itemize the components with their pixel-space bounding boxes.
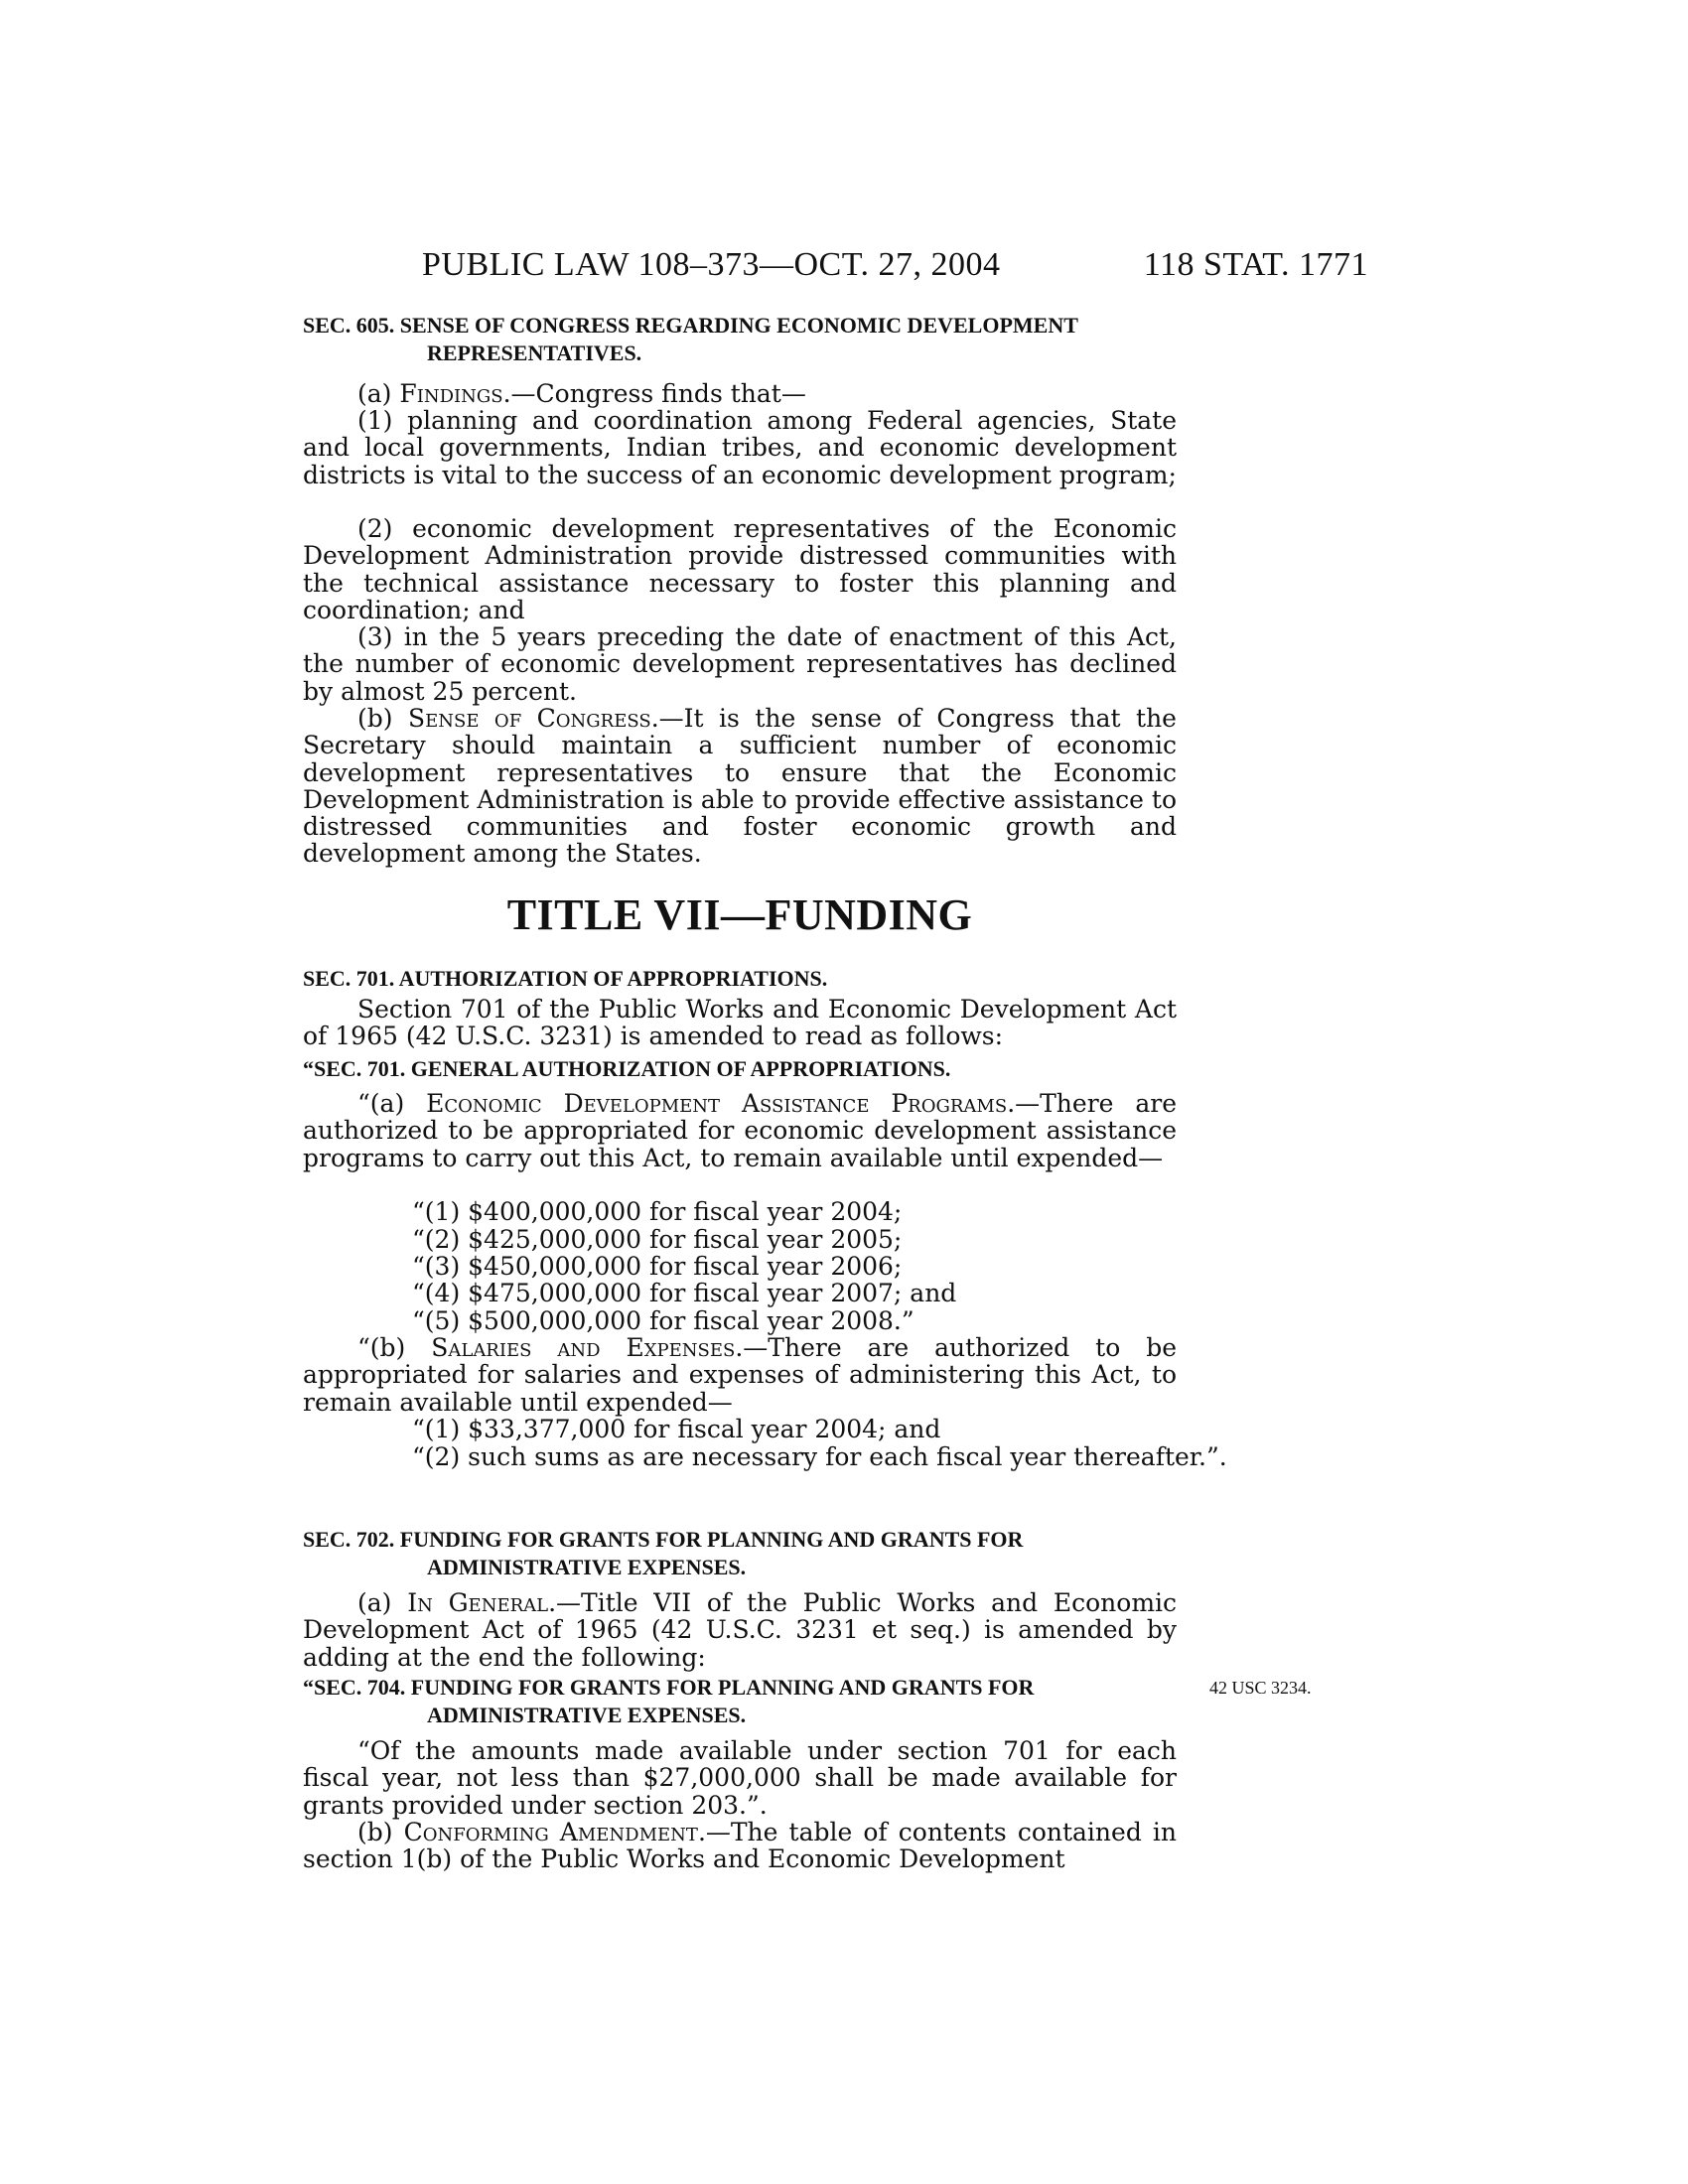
sec-701-b-tail: .—There are authorized to be appropriated for salaries and expenses of administering this Act, to remain available until expended— [303,1333,1178,1417]
sec-605-a-2: (2) economic development representatives of the Economic Development Administration provide distressed communities with the technical assistance necessary to foster this planning and coordination; and [303,514,1177,624]
sec-701-a-label: Economic Development Assistance Programs [426,1089,1008,1118]
sec-702-a-tail: .—Title VII of the Public Works and Economic Development Act of 1965 (42 U.S.C. 3231 et seq.) is amended by adding at the end the following: [303,1588,1178,1672]
running-header-left: PUBLIC LAW 108–373—OCT. 27, 2004 [422,246,1001,283]
sec-701-intro: Section 701 of the Public Works and Economic Development Act of 1965 (42 U.S.C. 3231) is amended to read as follows: [303,995,1177,1051]
sec-605-b-lead: (b) [357,704,408,733]
sec-704-heading-line1: “SEC. 704. FUNDING FOR GRANTS FOR PLANNING AND GRANTS FOR [303,1675,1035,1700]
sec-701-a-item: “(5) $500,000,000 for fiscal year 2008.” [412,1306,914,1335]
sec-605-heading [303,312,1177,367]
sec-701-a-item: “(3) $450,000,000 for fiscal year 2006; [412,1252,903,1281]
sec-702-a-lead: (a) [357,1588,408,1617]
sec-701-a-lead: “(a) [357,1089,427,1118]
sec-605-heading-line1: SEC. 605. SENSE OF CONGRESS REGARDING ECONOMIC DEVELOPMENT [303,313,1078,338]
sec-605-a-1: (1) planning and coordination among Federal agencies, State and local governments, Indian tribes, and economic development districts is vital to the success of an economic development program; [303,406,1177,489]
sec-701-quoted-heading: “SEC. 701. GENERAL AUTHORIZATION OF APPROPRIATIONS. [303,1056,951,1081]
sec-605-heading-line2: REPRESENTATIVES. [427,341,642,365]
sec-701-a-paragraph [303,1090,1177,1171]
sec-605-b-paragraph [303,705,1177,868]
sec-702-heading-line2: ADMINISTRATIVE EXPENSES. [427,1555,747,1579]
sec-702-heading [303,1526,1177,1581]
sec-704-heading-line2: ADMINISTRATIVE EXPENSES. [427,1703,747,1727]
sec-704-body: “Of the amounts made available under section 701 for each fiscal year, not less than $27,000,000 shall be made available for grants provided under section 203.”. [303,1736,1177,1820]
title-heading: TITLE VII—FUNDING [506,890,973,939]
sec-701-heading: SEC. 701. AUTHORIZATION OF APPROPRIATIONS. [303,966,828,991]
sec-701-b-label: Salaries and Expenses [431,1333,736,1362]
sec-702-b-lead: (b) [357,1818,404,1846]
sec-605-a-lead: (a) [357,379,400,408]
sec-701-b-2-text: “(2) such sums as are necessary for each fiscal year thereafter.”. [412,1442,1227,1471]
sec-701-a-tail: .—There are authorized to be appropriated for economic development assistance programs to carry out this Act, to remain available until expended— [303,1089,1177,1172]
sec-605-a-label: Findings [399,379,503,408]
sec-702-b-tail: .—The table of contents contained in section 1(b) of the Public Works and Economic Development [303,1818,1177,1874]
sec-702-b-paragraph [303,1819,1177,1873]
sec-702-heading-line1: SEC. 702. FUNDING FOR GRANTS FOR PLANNING AND GRANTS FOR [303,1527,1024,1552]
sec-701-b-paragraph [303,1334,1177,1416]
sec-701-b-2 [357,1443,1231,1470]
sec-704-quoted-heading [303,1674,1177,1729]
sec-605-a-tail: .—Congress finds that— [502,379,806,408]
margin-citation: 42 USC 3234. [1209,1678,1312,1698]
running-header-right: 118 STAT. 1771 [1143,246,1368,283]
sec-701-a-item: “(2) $425,000,000 for fiscal year 2005; [412,1225,903,1254]
sec-701-b-lead: “(b) [357,1333,432,1362]
sec-701-a-item: “(1) $400,000,000 for fiscal year 2004; [412,1197,903,1226]
sec-702-a-label: In General [407,1588,549,1617]
sec-702-a-paragraph [303,1589,1177,1671]
sec-605-b-tail: .—It is the sense of Congress that the Secretary should maintain a sufficient number of economic development representatives to ensure that the Economic Development Administration is able to provide effective assistance to distressed communities and foster economic growth and development among the States. [303,704,1178,869]
sec-605-a-paragraph [303,380,1177,407]
sec-702-b-label: Conforming Amendment [403,1818,698,1846]
sec-605-b-label: Sense of Congress [407,704,651,733]
sec-605-a-3: (3) in the 5 years preceding the date of enactment of this Act, the number of economic development representatives has declined by almost 25 percent. [303,622,1177,706]
sec-701-b-1: “(1) $33,377,000 for fiscal year 2004; and [412,1415,941,1443]
sec-701-a-item: “(4) $475,000,000 for fiscal year 2007; and [412,1279,957,1307]
